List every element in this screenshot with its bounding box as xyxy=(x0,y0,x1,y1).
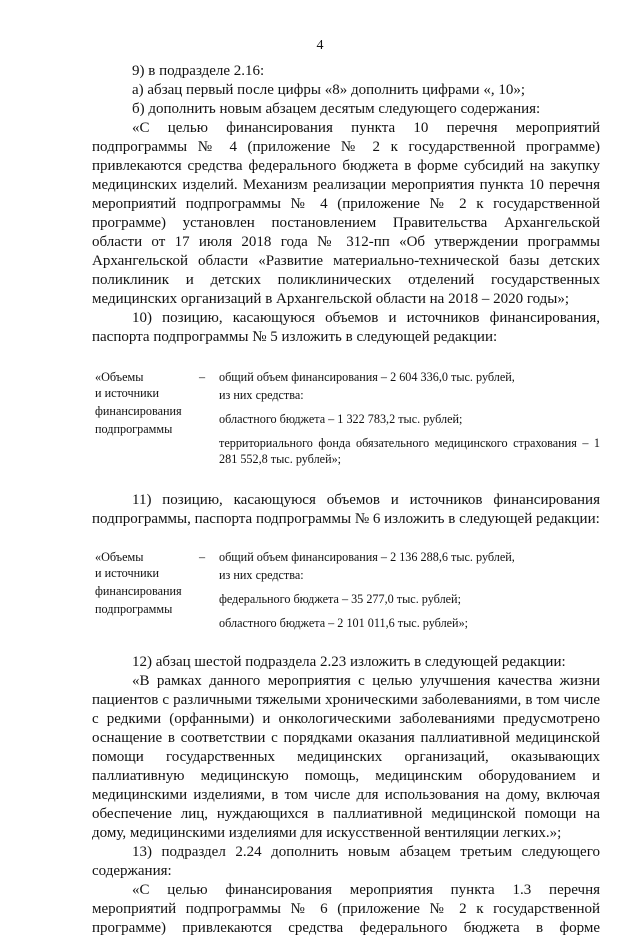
paragraph-2-23: «В рамках данного мероприятия с целью улучшения качества жизни пациентов с различными тяжелыми хроническими заболеваниями, в том числе с редкими (орфанными) и онкологическими заболеваниями предусмотрено оснащение в соответствии с порядками оказания паллиативной медицинской помощи государственных медицинских организаций, оказывающих паллиативную медицинскую помощь, медицинским оборудованием и медицинскими изделиями, в том числе для использования на дому, включая обеспечение лиц, нуждающихся в паллиативной медицинской помощи на дому, медицинскими изделиями для искусственной вентиляции легких.»; xyxy=(92,673,600,841)
item-9a: а) абзац первый после цифры «8» дополнить цифрами «, 10»; xyxy=(132,82,525,98)
table-row: общий объем финансирования – 2 136 288,6 тыс. рублей, xyxy=(219,550,515,564)
table-row: из них средства: xyxy=(219,388,304,402)
table-row: общий объем финансирования – 2 604 336,0 тыс. рублей, xyxy=(219,370,515,384)
table-values xyxy=(219,549,600,635)
item-13: 13) подраздел 2.24 дополнить новым абзацем третьим следующего содержания: xyxy=(92,844,600,879)
item-9: 9) в подразделе 2.16: xyxy=(132,63,265,79)
paragraph-2-24: «С целью финансирования мероприятия пункта 1.3 перечня мероприятий подпрограммы № 6 (приложение № 2 к государственной программе) привлекаются средства федерального бюджета в форме xyxy=(92,882,600,936)
page-number: 4 xyxy=(316,38,324,53)
item-10: 10) позицию, касающуюся объемов и источников финансирования, паспорта подпрограммы № 5 изложить в следующей редакции: xyxy=(92,310,600,345)
passport-table-subprogram-6 xyxy=(92,549,600,635)
table-row: областного бюджета – 2 101 011,6 тыс. рублей»; xyxy=(219,616,469,630)
document-body xyxy=(92,62,600,938)
table-row: из них средства: xyxy=(219,568,304,582)
table-dash: – xyxy=(199,550,206,564)
passport-table-subprogram-5 xyxy=(92,369,600,471)
table-row: территориального фонда обязательного медицинского страхования – 1 281 552,8 тыс. рублей»; xyxy=(219,436,600,466)
table-label: «Объемы и источники финансирования подпрограммы xyxy=(95,370,182,436)
table-dash: – xyxy=(199,370,206,384)
item-12: 12) абзац шестой подраздела 2.23 изложить в следующей редакции: xyxy=(132,654,566,670)
paragraph-subprogram-4: «С целью финансирования пункта 10 перечня мероприятий подпрограммы № 4 (приложение № 2 к государственной программе) привлекаются средства федерального бюджета в форме субсидий на закупку медицинских изделий. Механизм реализации мероприятия пункта 10 перечня мероприятий подпрограммы № 4 (приложение № 2 к государственной программе) установлен постановлением Правительства Архангельской области от 17 июля 2018 года № 312-пп «Об утверждении программы Архангельской области «Развитие материально-технической базы детских поликлиник и детских поликлинических отделений государственных медицинских организаций в Архангельской области на 2018 – 2020 годы»; xyxy=(92,120,600,307)
table-row: федерального бюджета – 35 277,0 тыс. рублей; xyxy=(219,592,461,606)
table-values xyxy=(219,369,600,471)
item-9b: б) дополнить новым абзацем десятым следующего содержания: xyxy=(132,101,541,117)
table-label: «Объемы и источники финансирования подпрограммы xyxy=(95,550,182,616)
item-11: 11) позицию, касающуюся объемов и источников финансирования подпрограммы, паспорта подпрограммы № 6 изложить в следующей редакции: xyxy=(92,492,600,527)
table-row: областного бюджета – 1 322 783,2 тыс. рублей; xyxy=(219,412,463,426)
